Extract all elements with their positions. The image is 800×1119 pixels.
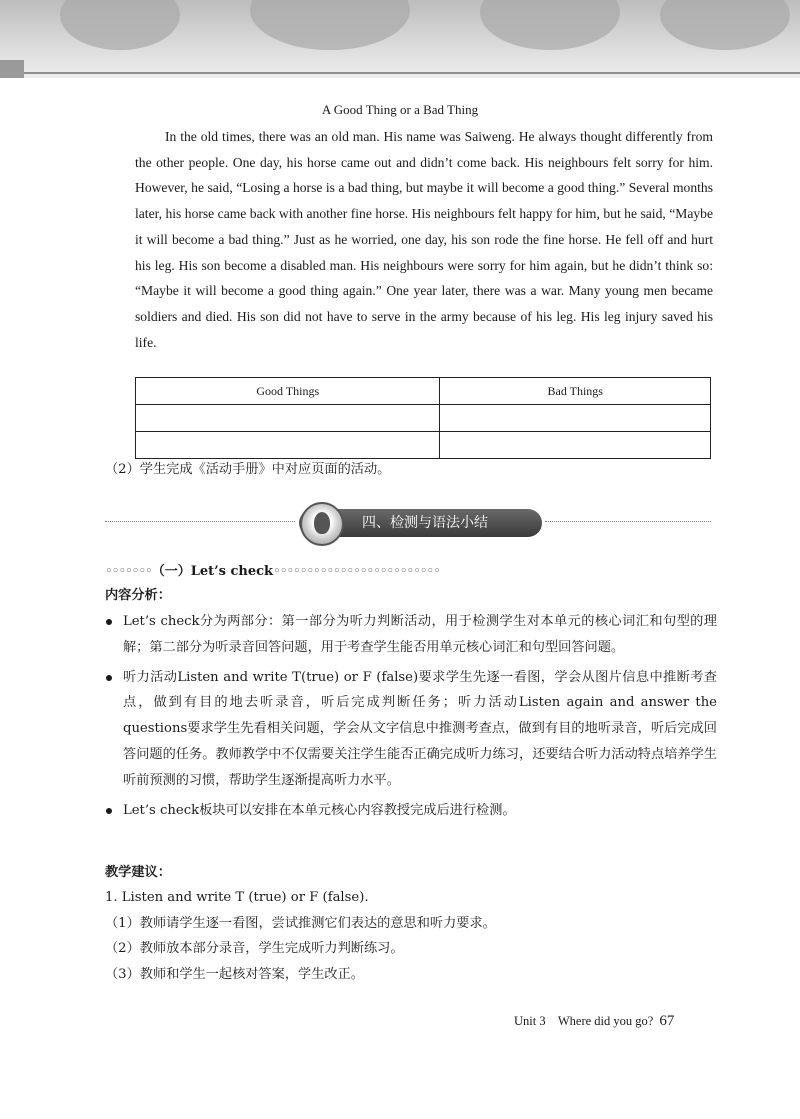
banner-divider: [0, 72, 800, 74]
story-text: [135, 124, 713, 355]
step-item: （2）教师放本部分录音，学生完成听力判断练习。: [105, 941, 404, 957]
header-banner: [0, 0, 800, 78]
table-header-row: [136, 378, 711, 405]
table-cell: [136, 405, 440, 432]
things-table: [135, 377, 711, 459]
table-row: [136, 405, 711, 432]
banner-decoration: [250, 0, 410, 50]
bullet-icon: [106, 675, 112, 681]
heading-dots-left: ◦◦◦◦◦◦◦: [105, 564, 152, 579]
activity-note: （2）学生完成《活动手册》中对应页面的活动。: [105, 462, 391, 477]
heading-dots-right: ◦◦◦◦◦◦◦◦◦◦◦◦◦◦◦◦◦◦◦◦◦◦◦◦◦: [273, 564, 440, 579]
table-cell: [440, 432, 711, 459]
section-character-icon: [300, 502, 344, 546]
lets-check-heading: [105, 560, 440, 579]
section-rule-right: [545, 521, 711, 522]
bad-things-header: Bad Things: [440, 378, 711, 405]
bullet-text: Let’s check板块可以安排在本单元核心内容教授完成后进行检测。: [123, 802, 516, 818]
bullet-icon: [106, 619, 112, 625]
step-item: （1）教师请学生逐一看图，尝试推测它们表达的意思和听力要求。: [105, 915, 496, 931]
table-row: [136, 432, 711, 459]
character-face: [314, 512, 330, 534]
section-rule-left: [105, 521, 295, 522]
section-title: 四、检测与语法小结: [362, 515, 488, 531]
table-cell: [136, 432, 440, 459]
step-item: （3）教师和学生一起核对答案，学生改正。: [105, 966, 364, 982]
bullet-icon: [106, 808, 112, 814]
table-cell: [440, 405, 711, 432]
step-item: 1. Listen and write T (true) or F (false).: [105, 890, 369, 905]
story-paragraph: In the old times, there was an old man. His name was Saiweng. He always thought differently from the other people. One day, his horse came out and didn’t come back. His neighbours felt sorry for him. However, he said, “Losing a horse is a bad thing, but maybe it will become a good thing.” Several months later, his horse came back with another fine horse. His neighbours felt happy for him, but he said, “Maybe it will become a bad thing.” Just as he worried, one day, his son rode the fine horse. He fell off and hurt his leg. His son become a disabled man. His neighbours were sorry for him again, but he didn’t think so: “Maybe it will become a good thing again.” One year later, there was a war. Many young men became soldiers and died. His son did not have to serve in the army because of his leg. His leg injury saved his life.: [135, 129, 713, 350]
analysis-list: [105, 609, 717, 823]
banner-decoration: [60, 0, 180, 50]
list-item: [105, 798, 717, 824]
bullet-text: 听力活动Listen and write T(true) or F (false)要求学生先逐一看图，学会从图片信息中推断考查点，做到有目的地去听录音，听后完成判断任务；听力活动Listen again and answer the questions要求学生先看相关问题，学会从文字信息中推测考查点，做到有目的地听录音，听后完成回答问题的任务。教师教学中不仅需要关注学生能否正确完成听力练习，还要结合听力活动特点培养学生听前预测的习惯，帮助学生逐渐提高听力水平。: [123, 669, 717, 788]
bullet-text: Let’s check分为两部分：第一部分为听力判断活动，用于检测学生对本单元的核心词汇和句型的理解；第二部分为听录音回答问题，用于考查学生能否用单元核心词汇和句型回答问题。: [123, 614, 717, 655]
unit-title: Unit 3 Where did you go?: [514, 1014, 654, 1028]
content-analysis-label: 内容分析：: [105, 588, 171, 603]
lets-check-title: （一）Let’s check: [151, 564, 274, 579]
teaching-steps: [105, 885, 496, 987]
list-item: [105, 609, 717, 661]
story-title: A Good Thing or a Bad Thing: [321, 102, 479, 117]
good-things-header: Good Things: [136, 378, 440, 405]
page-footer: [514, 1013, 674, 1030]
list-item: [105, 665, 717, 794]
banner-tab: [0, 60, 24, 78]
banner-decoration: [660, 0, 790, 50]
banner-decoration: [480, 0, 620, 50]
page-number: 67: [659, 1013, 675, 1029]
teaching-suggestion-label: 教学建议：: [105, 865, 171, 880]
